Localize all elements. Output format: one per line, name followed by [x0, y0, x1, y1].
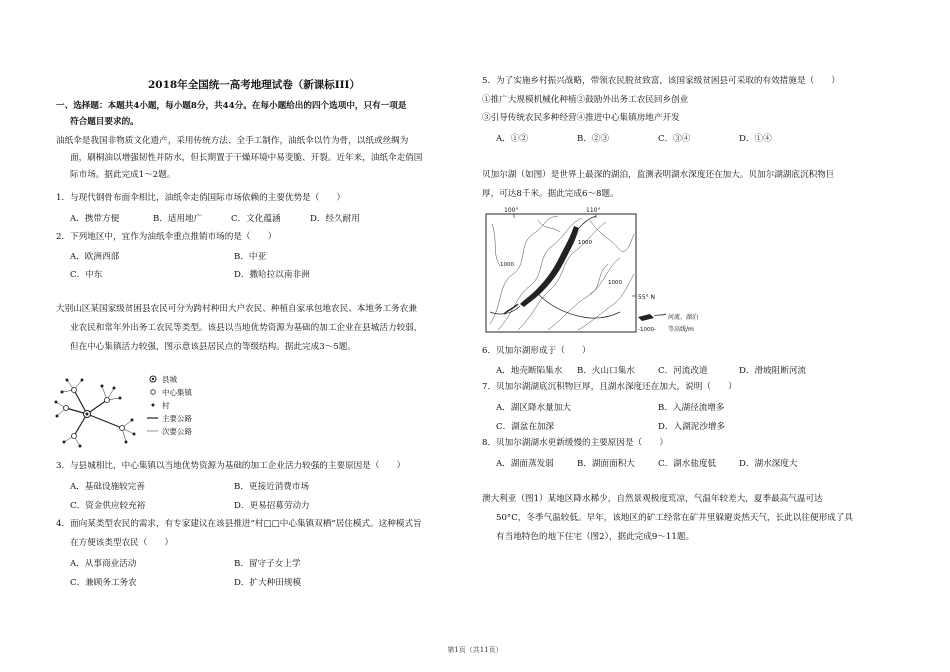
map-legend-contour: 等高线/m	[668, 326, 694, 333]
q8-option-b: B．湖面面积大	[577, 459, 635, 469]
q4-option-c: C．兼顾务工务农	[70, 578, 137, 588]
q7-option-d: D．入湖泥沙增多	[658, 422, 726, 432]
q3-option-b: B．更接近消费市场	[234, 482, 310, 492]
q7-stem: 7．贝加尔湖湖底沉积物巨厚，且湖水深度还在加大，说明（ ）	[482, 382, 737, 392]
passage4-line1: 澳大利亚（图1）某地区降水稀少，自然景观极度荒凉，气温年较差大，夏季最高气温可达	[482, 494, 823, 504]
q4-option-d: D．扩大种田规模	[234, 578, 302, 588]
contour-label-1: 1000	[578, 240, 592, 246]
q8-stem: 8．贝加尔湖湖水更新缓慢的主要原因是（ ）	[482, 438, 668, 448]
section-heading: 一、选择题：本题共4小题，每小题8分，共44分。在每小题给出的四个选项中，只有一项是	[56, 101, 407, 111]
q1-option-d: D．经久耐用	[310, 214, 360, 224]
map-latitude-55: 55° N	[638, 294, 656, 301]
q2-option-c: C．中东	[70, 270, 103, 280]
q8-option-c: C．湖水盐度低	[658, 459, 717, 469]
q3-option-d: D．更易招募劳动力	[234, 501, 310, 511]
passage2-line1: 大别山区某国家级贫困县农民可分为跨村种田大户农民、种植自家承包地农民、本地务工务农兼	[56, 304, 417, 314]
legend-village-label: 村	[162, 401, 170, 410]
passage2-line3: 但在中心集镇活力较强，图示意该县居民点的等级结构。据此完成3～5题。	[70, 342, 356, 352]
q1-option-c: C．文化蕴涵	[231, 214, 281, 224]
q8-option-d: D．湖水深度大	[739, 459, 798, 469]
q7-option-a: A．湖区降水量加大	[496, 403, 571, 413]
map-longitude-110: 110°	[586, 207, 601, 214]
q1-stem: 1．与现代钢骨布面伞相比，油纸伞走俏国际市场依赖的主要优势是（ ）	[56, 193, 346, 203]
settlement-hierarchy-diagram	[52, 368, 227, 448]
q2-stem: 2．下列地区中，宜作为油纸伞重点推销市场的是（ ）	[56, 232, 277, 242]
q7-option-b: B．入湖径流增多	[658, 403, 725, 413]
passage3-line2: 厚，可达8千米。据此完成6～8题。	[482, 189, 619, 199]
q1-option-b: B．适用地广	[153, 214, 203, 224]
map-legend-lake: 河流、湖泊	[668, 314, 698, 321]
q5-choices-line1: ①推广大规模机械化种植②鼓励外出务工农民回乡创业	[482, 95, 689, 105]
q6-option-c: C．河流改道	[658, 366, 708, 376]
legend-main-road-label: 主要公路	[162, 414, 192, 423]
legend-town-label: 中心集镇	[162, 388, 192, 397]
passage1-line2: 面，刷桐油以增强韧性并防水，但长期置于干燥环境中易变脆、开裂。近年来，油纸伞走俏国	[70, 153, 423, 163]
map-longitude-100: 100°	[504, 207, 519, 214]
q5-option-c: C．③④	[658, 134, 691, 144]
q8-option-a: A．湖面蒸发弱	[496, 459, 554, 469]
q4-option-a: A．从事商业活动	[70, 559, 137, 569]
q2-option-d: D．撒哈拉以南非洲	[234, 270, 310, 280]
q5-option-b: B．②③	[577, 134, 610, 144]
exam-title: 2018年全国统一高考地理试卷（新课标III）	[148, 79, 360, 91]
q2-option-b: B．中亚	[234, 252, 267, 262]
q5-stem: 5．为了实施乡村振兴战略，带领农民脱贫致富，该国家级贫困县可采取的有效措施是（ ）	[482, 76, 840, 86]
q6-option-b: B．火山口集水	[577, 366, 635, 376]
q5-option-d: D．①④	[739, 134, 772, 144]
contour-label-2: 1000	[500, 262, 514, 268]
q4-stem-line1: 4．面向某类型农民的需求，有专家建议在该县推进“村□□中心集镇双栖”居住模式。这种模式旨	[56, 519, 422, 529]
page-footer: 第1页（共11页）	[447, 646, 503, 654]
q4-stem-line2: 在方便该类型农民（ ）	[70, 538, 174, 548]
q3-stem: 3．与县城相比，中心集镇以当地优势资源为基础的加工企业活力较强的主要原因是（ ）	[56, 461, 406, 471]
q4-option-b: B．留守子女上学	[234, 559, 301, 569]
map-legend-contour-value: -1000-	[638, 327, 656, 333]
contour-label-3: 1000	[608, 280, 622, 286]
passage2-line2: 业农民和常年外出务工农民等类型。该县以当地优势资源为基础的加工企业在县城活力较弱，	[70, 323, 423, 333]
q7-option-c: C．湖盆在加深	[496, 422, 555, 432]
passage1-line1: 油纸伞是我国非物质文化遗产，采用传统方法、全手工制作，油纸伞以竹为骨，以纸或丝绸为	[56, 136, 409, 146]
q5-option-a: A．①②	[496, 134, 528, 144]
passage1-line3: 际市场。据此完成1～2题。	[70, 170, 176, 180]
legend-county-label: 县城	[162, 375, 177, 384]
baikal-lake-map	[478, 204, 698, 339]
passage4-line2: 50°C，冬季气温较低。早年，该地区的矿工经常在矿井里躲避炎热天气，长此以往便形成了具	[496, 513, 853, 523]
q3-option-a: A．基础设施较完善	[70, 482, 145, 492]
q1-option-a: A．携带方便	[70, 214, 120, 224]
q6-stem: 6．贝加尔湖形成于（ ）	[482, 346, 591, 356]
legend-minor-road-label: 次要公路	[162, 427, 192, 436]
passage3-line1: 贝加尔湖（如图）是世界上最深的湖泊，监测表明湖水深度还在加大。贝加尔湖湖底沉积物巨	[482, 170, 835, 180]
section-heading-cont: 符合题目要求的。	[70, 117, 139, 127]
q6-option-d: D．滑坡阻断河流	[739, 366, 807, 376]
q3-option-c: C．资金供应较充裕	[70, 501, 146, 511]
q5-choices-line2: ③引导传统农民多种经营④推进中心集镇房地产开发	[482, 113, 680, 123]
q6-option-a: A．地壳断陷集水	[496, 366, 563, 376]
q2-option-a: A．欧洲西部	[70, 252, 120, 262]
passage4-line3: 有当地特色的地下住宅（图2），据此完成9～11题。	[496, 532, 695, 542]
